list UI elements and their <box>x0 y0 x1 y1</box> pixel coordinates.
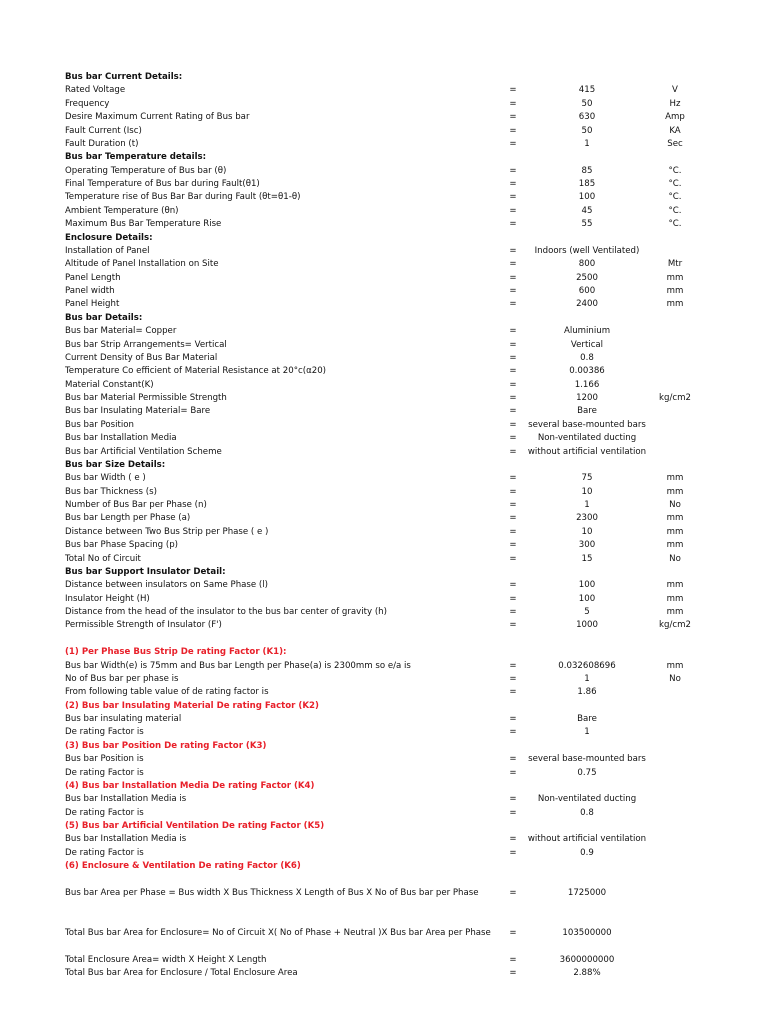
row-label: Bus bar Phase Spacing (p) <box>65 540 179 551</box>
row-value: 1725000 <box>567 887 607 898</box>
equals-sign: = <box>509 687 517 698</box>
row-value: 0.8 <box>580 352 594 363</box>
data-row <box>0 379 768 392</box>
row-unit: mm <box>666 580 684 591</box>
data-row <box>0 325 768 338</box>
data-row <box>0 686 768 699</box>
data-row <box>0 887 768 900</box>
data-row <box>0 111 768 124</box>
equals-sign: = <box>509 205 517 216</box>
section-heading-red <box>0 740 768 753</box>
row-label: Bus bar Material Permissible Strength <box>65 393 227 403</box>
row-value: 2500 <box>576 272 598 283</box>
data-row <box>0 606 768 619</box>
row-value: without artificial ventilation <box>527 446 647 457</box>
row-label: Panel width <box>65 286 115 296</box>
equals-sign: = <box>509 928 517 938</box>
heading-text: (5) Bus bar Artificial Ventilation De rating Factor (K5) <box>65 821 325 831</box>
equals-sign: = <box>509 259 517 270</box>
row-unit: Amp <box>665 112 685 123</box>
row-label: From following table value of de rating factor is <box>65 687 269 698</box>
row-value: 85 <box>581 165 593 176</box>
data-row <box>0 272 768 285</box>
row-label: Total Bus bar Area for Enclosure= No of Circuit X( No of Phase + Neutral )X Bus bar Area per Phase <box>65 928 491 938</box>
data-row <box>0 847 768 860</box>
row-label: Distance between insulators on Same Phase (l) <box>65 580 269 591</box>
equals-sign: = <box>509 326 517 337</box>
row-value: Bare <box>577 714 597 724</box>
spacer-row <box>0 900 768 913</box>
heading-text: (2) Bus bar Insulating Material De rating Factor (K2) <box>65 700 319 711</box>
data-row <box>0 539 768 552</box>
heading-text: (1) Per Phase Bus Strip De rating Factor (K1): <box>65 647 287 658</box>
heading-text: Bus bar Current Details: <box>65 72 183 82</box>
row-unit: mm <box>666 607 684 617</box>
row-unit: mm <box>666 526 684 537</box>
row-unit: mm <box>666 660 684 671</box>
row-label: Permissible Strength of Insulator (F') <box>65 620 222 631</box>
equals-sign: = <box>509 714 517 724</box>
data-row <box>0 619 768 632</box>
equals-sign: = <box>509 968 517 979</box>
equals-sign: = <box>509 660 517 671</box>
data-row <box>0 392 768 405</box>
row-label: Insulator Height (H) <box>65 593 150 604</box>
section-heading <box>0 232 768 245</box>
section-heading <box>0 151 768 164</box>
equals-sign: = <box>509 807 517 818</box>
data-row <box>0 205 768 218</box>
row-value: 50 <box>581 98 593 109</box>
row-label: Bus bar Insulating Material= Bare <box>65 406 211 417</box>
row-label: Rated Voltage <box>65 85 126 96</box>
calculation-sheet <box>0 71 768 981</box>
row-label: Temperature Co efficient of Material Resistance at 20°c(α20) <box>65 366 327 377</box>
equals-sign: = <box>509 673 517 684</box>
data-row <box>0 298 768 311</box>
row-unit: mm <box>666 272 684 283</box>
row-unit: kg/cm2 <box>659 393 691 403</box>
data-row <box>0 245 768 258</box>
row-label: Installation of Panel <box>65 245 150 256</box>
row-value: 0.75 <box>577 767 597 778</box>
heading-text: Bus bar Size Details: <box>65 459 166 470</box>
data-row <box>0 673 768 686</box>
row-label: Number of Bus Bar per Phase (n) <box>65 500 207 510</box>
data-row <box>0 486 768 499</box>
row-value: Non-ventilated ducting <box>537 433 637 444</box>
data-row <box>0 499 768 512</box>
equals-sign: = <box>509 847 517 858</box>
equals-sign: = <box>509 299 517 310</box>
equals-sign: = <box>509 219 517 230</box>
row-unit: No <box>669 673 681 684</box>
row-label: Fault Current (Isc) <box>65 125 142 136</box>
row-label: De rating Factor is <box>65 807 144 818</box>
row-label: De rating Factor is <box>65 847 144 858</box>
row-label: No of Bus bar per phase is <box>65 673 179 684</box>
row-label: De rating Factor is <box>65 767 144 778</box>
data-row <box>0 753 768 766</box>
row-unit: °C. <box>668 165 682 176</box>
data-row <box>0 526 768 539</box>
data-row <box>0 84 768 97</box>
equals-sign: = <box>509 526 517 537</box>
row-label: Temperature rise of Bus Bar Bar during Fault (θt=θ1-θ) <box>65 192 301 203</box>
heading-text: Bus bar Temperature details: <box>65 152 207 163</box>
data-row <box>0 660 768 673</box>
equals-sign: = <box>509 607 517 617</box>
section-heading-red <box>0 700 768 713</box>
row-label: Panel Height <box>65 299 120 310</box>
equals-sign: = <box>509 486 517 497</box>
row-unit: Mtr <box>667 259 683 270</box>
equals-sign: = <box>509 85 517 96</box>
row-label: Bus bar Installation Media is <box>65 794 187 805</box>
row-value: 415 <box>578 85 596 96</box>
data-row <box>0 512 768 525</box>
data-row <box>0 954 768 967</box>
equals-sign: = <box>509 379 517 390</box>
section-heading <box>0 312 768 325</box>
row-value: 800 <box>578 259 596 270</box>
equals-sign: = <box>509 513 517 524</box>
row-unit: mm <box>666 593 684 604</box>
row-label: Bus bar Position <box>65 419 134 430</box>
row-value: 45 <box>581 205 593 216</box>
row-label: Panel Length <box>65 272 121 283</box>
data-row <box>0 807 768 820</box>
section-heading <box>0 71 768 84</box>
row-value: 100 <box>578 192 596 203</box>
row-value: Bare <box>577 406 597 417</box>
data-row <box>0 165 768 178</box>
row-unit: mm <box>666 513 684 524</box>
row-label: Bus bar Thickness (s) <box>65 486 157 497</box>
row-label: Bus bar insulating material <box>65 714 182 724</box>
equals-sign: = <box>509 500 517 510</box>
row-value: 50 <box>581 125 593 136</box>
spacer-row <box>0 940 768 953</box>
row-value: 1 <box>584 727 590 738</box>
row-label: Bus bar Width(e) is 75mm and Bus bar Length per Phase(a) is 2300mm so e/a is <box>65 660 411 671</box>
equals-sign: = <box>509 620 517 631</box>
equals-sign: = <box>509 540 517 551</box>
row-unit: No <box>669 500 681 510</box>
row-value: 2.88% <box>573 968 601 979</box>
row-value: Vertical <box>570 339 604 350</box>
row-unit: °C. <box>668 192 682 203</box>
row-value: 0.00386 <box>569 366 605 377</box>
data-row <box>0 472 768 485</box>
row-label: Distance from the head of the insulator to the bus bar center of gravity (h) <box>65 607 387 617</box>
data-row <box>0 767 768 780</box>
section-heading <box>0 459 768 472</box>
equals-sign: = <box>509 125 517 136</box>
heading-text: Bus bar Support Insulator Detail: <box>65 566 226 577</box>
row-unit: mm <box>666 473 684 484</box>
equals-sign: = <box>509 419 517 430</box>
row-unit: mm <box>666 540 684 551</box>
spacer-row <box>0 874 768 887</box>
row-label: Bus bar Area per Phase = Bus width X Bus Thickness X Length of Bus X No of Bus bar per Phase <box>65 887 479 898</box>
equals-sign: = <box>509 580 517 591</box>
data-row <box>0 365 768 378</box>
row-label: Ambient Temperature (θn) <box>65 205 179 216</box>
equals-sign: = <box>509 98 517 109</box>
row-value: 1000 <box>576 620 598 631</box>
row-value: Aluminium <box>563 326 611 337</box>
row-label: Material Constant(K) <box>65 379 154 390</box>
data-row <box>0 833 768 846</box>
spacer-row <box>0 914 768 927</box>
heading-text: (4) Bus bar Installation Media De rating Factor (K4) <box>65 780 315 791</box>
data-row <box>0 125 768 138</box>
data-row <box>0 258 768 271</box>
data-row <box>0 432 768 445</box>
row-unit: KA <box>669 125 681 136</box>
equals-sign: = <box>509 473 517 484</box>
data-row <box>0 191 768 204</box>
equals-sign: = <box>509 954 517 965</box>
row-value: 1 <box>584 500 590 510</box>
data-row <box>0 927 768 940</box>
row-value: 1.86 <box>577 687 597 698</box>
row-value: 630 <box>578 112 596 123</box>
row-label: Maximum Bus Bar Temperature Rise <box>65 219 222 230</box>
data-row <box>0 285 768 298</box>
row-value: 15 <box>581 553 593 564</box>
data-row <box>0 419 768 432</box>
row-label: Bus bar Installation Media is <box>65 834 187 845</box>
equals-sign: = <box>509 286 517 296</box>
row-value: 0.032608696 <box>558 660 616 671</box>
row-value: 1 <box>584 138 590 149</box>
spacer-row <box>0 633 768 646</box>
heading-text: (6) Enclosure & Ventilation De rating Factor (K6) <box>65 861 301 872</box>
equals-sign: = <box>509 272 517 283</box>
row-label: Bus bar Position is <box>65 754 144 765</box>
row-label: Final Temperature of Bus bar during Fault(θ1) <box>65 179 260 189</box>
data-row <box>0 579 768 592</box>
row-label: Bus bar Installation Media <box>65 433 177 444</box>
row-value: 1 <box>584 673 590 684</box>
equals-sign: = <box>509 112 517 123</box>
equals-sign: = <box>509 393 517 403</box>
section-heading-red <box>0 820 768 833</box>
equals-sign: = <box>509 593 517 604</box>
row-label: Current Density of Bus Bar Material <box>65 352 218 363</box>
row-value: 600 <box>578 286 596 296</box>
row-label: Frequency <box>65 98 110 109</box>
equals-sign: = <box>509 339 517 350</box>
row-value: 100 <box>578 593 596 604</box>
data-row <box>0 352 768 365</box>
row-value: 185 <box>578 179 596 189</box>
section-heading-red <box>0 780 768 793</box>
row-value: 0.8 <box>580 807 594 818</box>
equals-sign: = <box>509 433 517 444</box>
row-label: De rating Factor is <box>65 727 144 738</box>
row-label: Altitude of Panel Installation on Site <box>65 259 219 270</box>
row-label: Bus bar Strip Arrangements= Vertical <box>65 339 227 350</box>
row-label: Total Enclosure Area= width X Height X Length <box>65 954 267 965</box>
row-label: Bus bar Artificial Ventilation Scheme <box>65 446 222 457</box>
data-row <box>0 593 768 606</box>
equals-sign: = <box>509 366 517 377</box>
heading-text: (3) Bus bar Position De rating Factor (K3) <box>65 740 267 751</box>
row-value: 103500000 <box>562 928 612 938</box>
equals-sign: = <box>509 553 517 564</box>
row-unit: mm <box>666 299 684 310</box>
row-unit: No <box>669 553 681 564</box>
row-value: 1200 <box>576 393 598 403</box>
row-unit: V <box>672 85 678 96</box>
equals-sign: = <box>509 767 517 778</box>
equals-sign: = <box>509 794 517 805</box>
row-label: Operating Temperature of Bus bar (θ) <box>65 165 227 176</box>
row-value: 10 <box>581 486 593 497</box>
data-row <box>0 726 768 739</box>
row-value: several base-mounted bars <box>528 419 646 430</box>
equals-sign: = <box>509 446 517 457</box>
equals-sign: = <box>509 245 517 256</box>
row-value: 3600000000 <box>559 954 615 965</box>
data-row <box>0 405 768 418</box>
row-value: 5 <box>584 607 590 617</box>
section-heading-red <box>0 860 768 873</box>
data-row <box>0 713 768 726</box>
row-value: Indoors (well Ventilated) <box>534 245 640 256</box>
row-label: Distance between Two Bus Strip per Phase ( e ) <box>65 526 269 537</box>
row-value: 55 <box>581 219 593 230</box>
equals-sign: = <box>509 179 517 189</box>
row-unit: mm <box>666 486 684 497</box>
row-value: 100 <box>578 580 596 591</box>
row-value: several base-mounted bars <box>528 754 646 765</box>
equals-sign: = <box>509 727 517 738</box>
row-unit: Sec <box>667 138 683 149</box>
row-label: Bus bar Material= Copper <box>65 326 177 337</box>
row-label: Bus bar Width ( e ) <box>65 473 146 484</box>
row-value: 75 <box>581 473 593 484</box>
row-label: Total Bus bar Area for Enclosure / Total Enclosure Area <box>65 968 298 979</box>
row-value: 1.166 <box>574 379 600 390</box>
data-row <box>0 793 768 806</box>
row-value: 0.9 <box>580 847 594 858</box>
section-heading-red <box>0 646 768 659</box>
row-value: 2400 <box>576 299 598 310</box>
data-row <box>0 967 768 980</box>
equals-sign: = <box>509 192 517 203</box>
row-value: without artificial ventilation <box>527 834 647 845</box>
data-row <box>0 446 768 459</box>
row-unit: Hz <box>669 98 681 109</box>
row-value: 10 <box>581 526 593 537</box>
row-unit: kg/cm2 <box>659 620 691 631</box>
section-heading <box>0 566 768 579</box>
row-value: Non-ventilated ducting <box>537 794 637 805</box>
row-label: Total No of Circuit <box>65 553 141 564</box>
row-label: Fault Duration (t) <box>65 138 139 149</box>
row-label: Bus bar Length per Phase (a) <box>65 513 191 524</box>
data-row <box>0 178 768 191</box>
data-row <box>0 98 768 111</box>
equals-sign: = <box>509 165 517 176</box>
equals-sign: = <box>509 138 517 149</box>
row-value: 2300 <box>576 513 598 524</box>
data-row <box>0 138 768 151</box>
data-row <box>0 218 768 231</box>
row-label: Desire Maximum Current Rating of Bus bar <box>65 112 250 123</box>
row-unit: °C. <box>668 179 682 189</box>
row-value: 300 <box>578 540 596 551</box>
equals-sign: = <box>509 887 517 898</box>
equals-sign: = <box>509 754 517 765</box>
equals-sign: = <box>509 406 517 417</box>
row-unit: °C. <box>668 205 682 216</box>
row-unit: °C. <box>668 219 682 230</box>
equals-sign: = <box>509 352 517 363</box>
data-row <box>0 339 768 352</box>
data-row <box>0 553 768 566</box>
row-unit: mm <box>666 286 684 296</box>
heading-text: Enclosure Details: <box>65 232 153 243</box>
heading-text: Bus bar Details: <box>65 312 143 323</box>
equals-sign: = <box>509 834 517 845</box>
